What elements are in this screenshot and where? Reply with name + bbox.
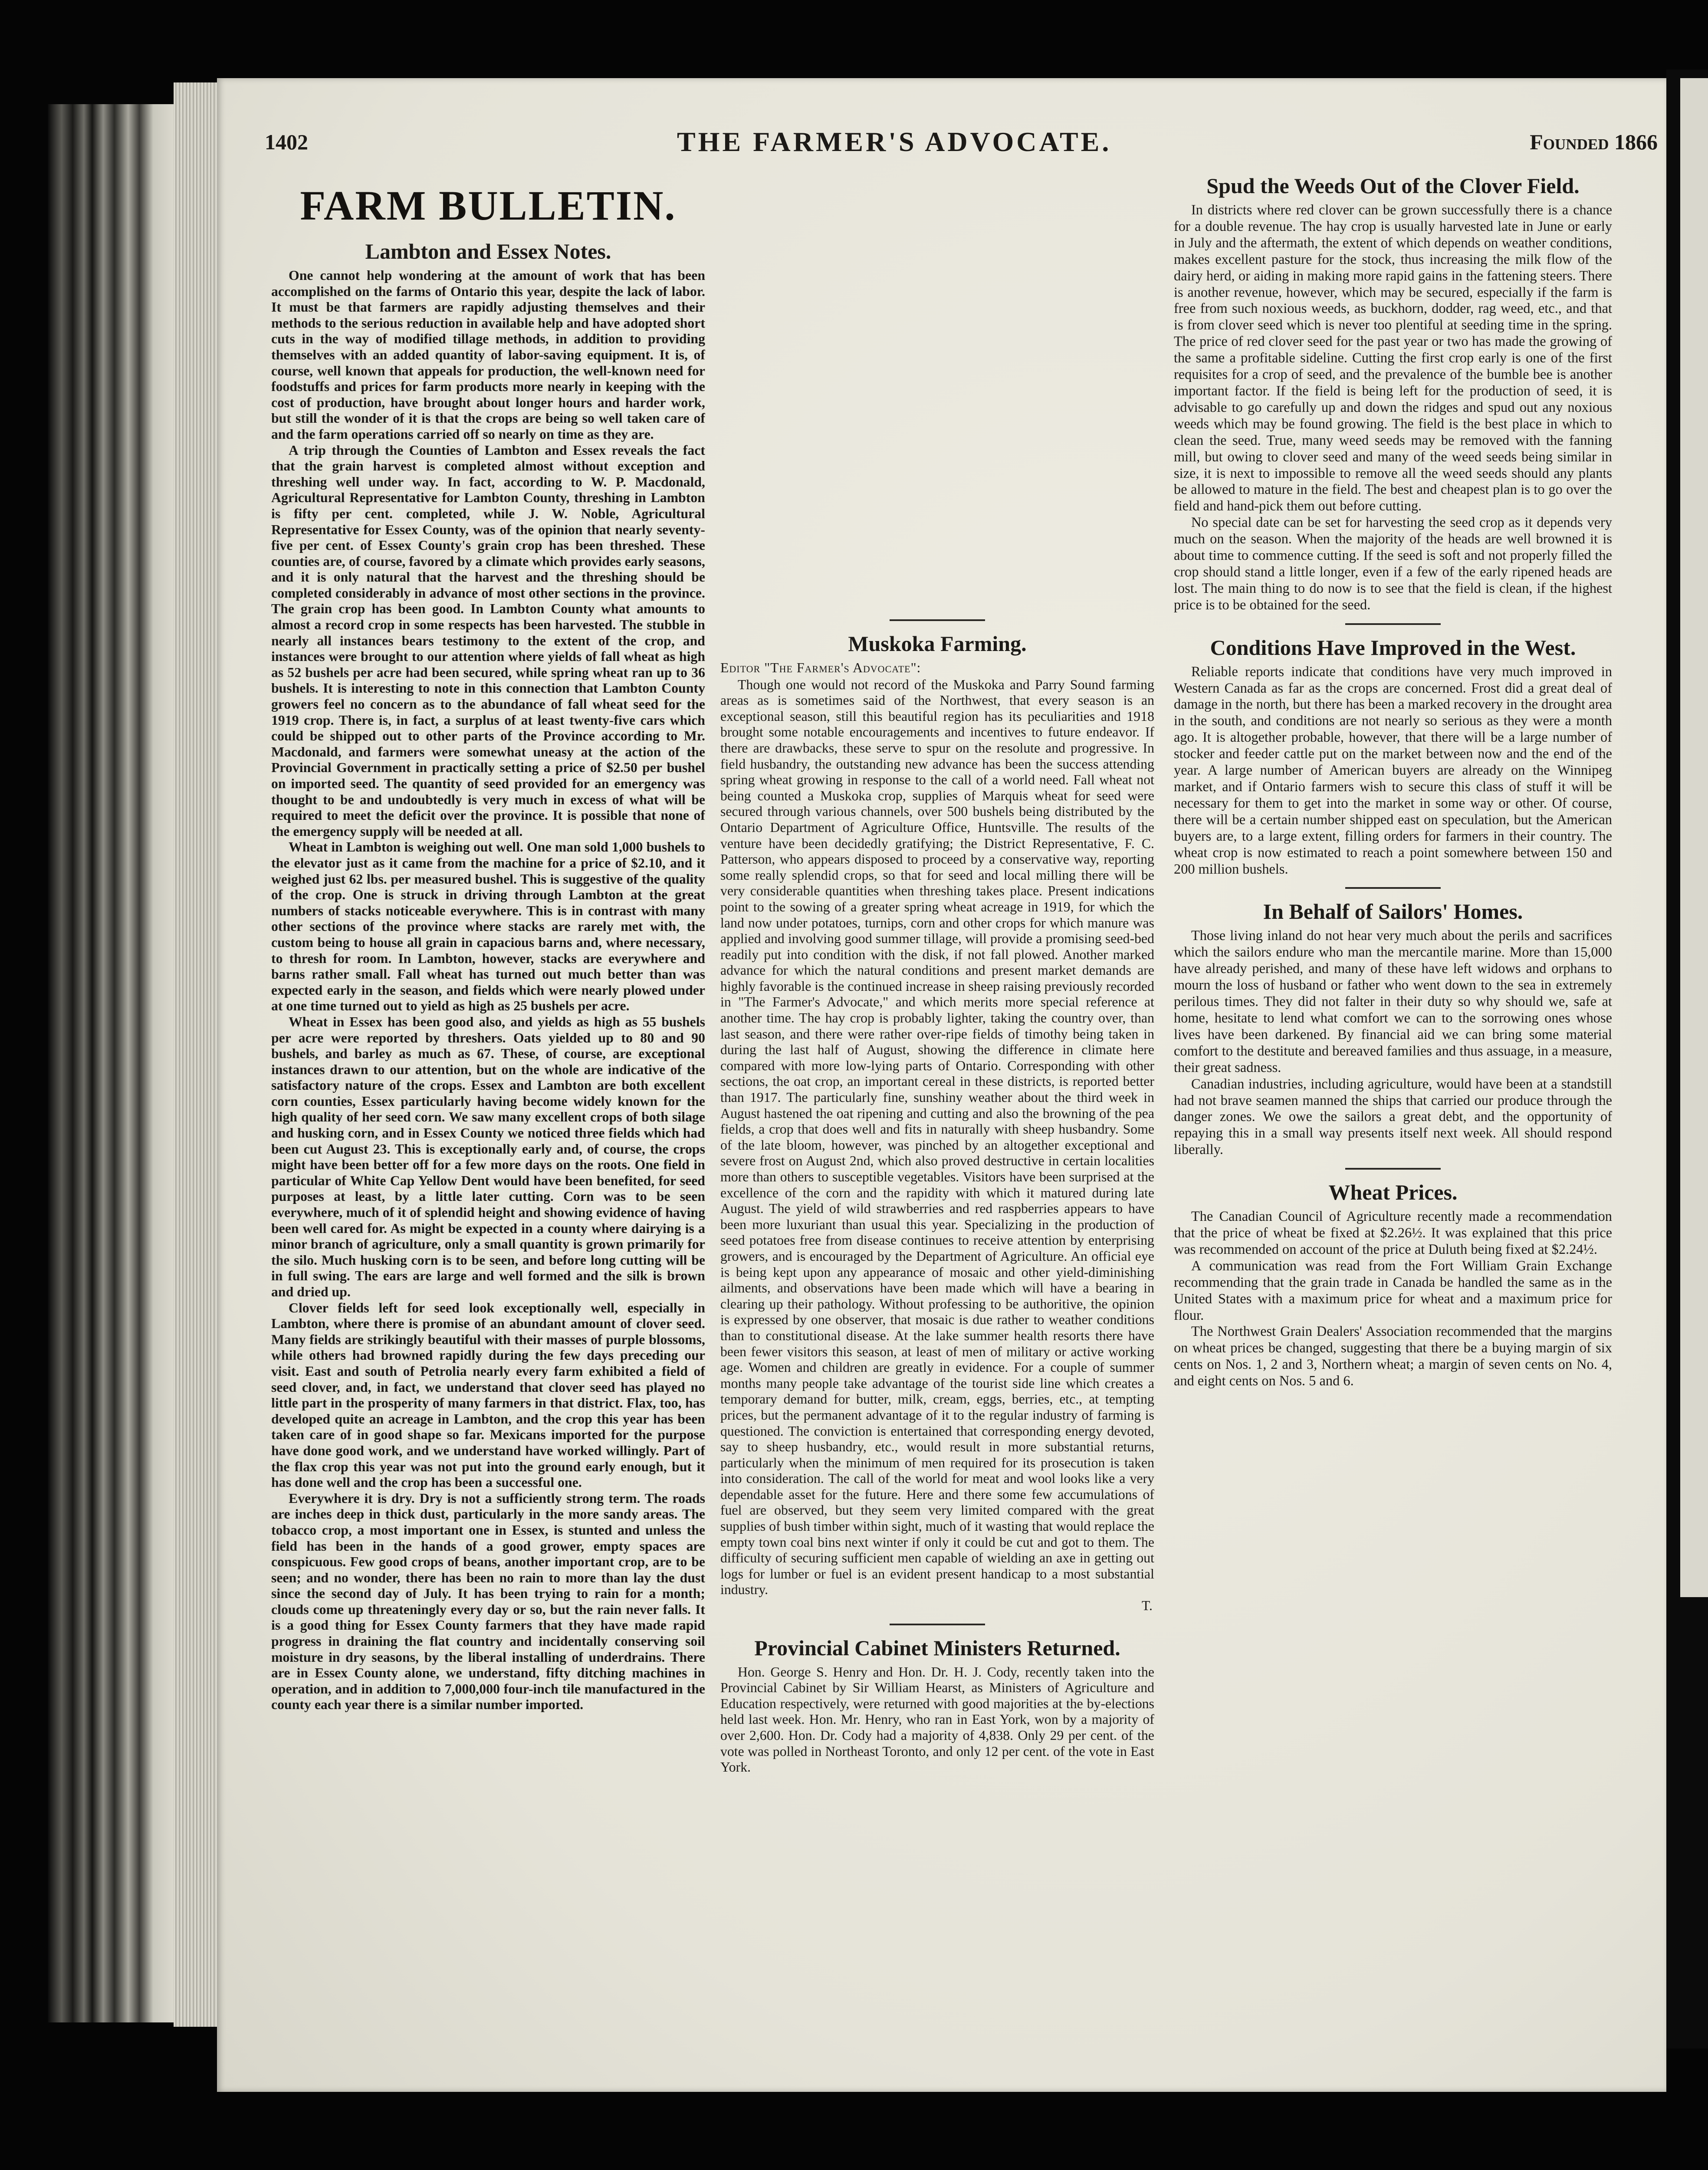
west-paragraph: Reliable reports indicate that conditions have very much improved in Western Canada as far as the crops are concerned. Frost did a great deal of damage in the north, but there has been a marked recovery in the drought area in the south, and conditions are not nearly so serious as they were a month ago. It is altogether probable, however, that there will be a large number of stocker and feeder cattle put on the market between now and the end of the year. A large number of American buyers are already on the Winnipeg market, and if Ontario farmers wish to secure this class of stuff it will be necessary for them to get into the market in some way or other. Of course, there will be a certain number shipped east on speculation, but the American buyers are, to a large extent, filling orders for farmers in their country. The wheat crop is now estimated to reach a point somewhere between 150 and 200 million bushels. [1174, 664, 1612, 877]
paper-name: THE FARMER'S ADVOCATE. [677, 126, 1112, 157]
muskoka-title: Muskoka Farming. [848, 631, 1027, 656]
wheat-title: Wheat Prices. [1328, 1180, 1458, 1205]
running-head [243, 126, 1662, 174]
wheat-paragraph: The Northwest Grain Dealers' Association recommended that the margins on wheat prices be changed, suggesting that there be a buying margin of six cents on Nos. 1, 2 and 3, Northern wheat; a margin of seven cents on No. 4, and eight cents on Nos. 5 and 6. [1174, 1324, 1612, 1389]
wheat-paragraph: The Canadian Council of Agriculture recently made a recommendation that the price of wheat be fixed at $2.26½. It was explained that this price was recommended on account of the price at Duluth being fixed at $2.24½. [1174, 1209, 1612, 1257]
spud-title: Spud the Weeds Out of the Clover Field. [1206, 174, 1580, 198]
spud-paragraph: In districts where red clover can be grown successfully there is a chance for a double revenue. The hay crop is usually harvested late in June or early in July and the aftermath, the extent of which depends on weather conditions, makes excellent pasture for the stock, thus increasing the milk flow of the dairy herd, or aiding in making more rapid gains in the fattening steers. There is another revenue, however, which may be secured, especially if the farm is free from such noxious weeds, as buckhorn, dodder, rag weed, etc., and that is from clover seed which is never too plentiful at seeding time in the spring. The price of red clover seed for the past year or two has made the growing of the same a profitable sideline. Cutting the first crop early is one of the first requisites for a crop of seed, and the prevalence of the bumble bee is another important factor. If the field is being left for the production of seed, it is advisable to go carefully up and down the ridges and spud out any noxious weeds which may be found growing. The field is the best place in which to clean the seed. True, many weed seeds may be removed with the fanning mill, but owing to clover seed and many of the weed seeds being similar in size, it is next to impossible to remove all the weed seeds should any plants be allowed to mature in the field. The best and cheapest plan is to go over the field and hand-pick them out before cutting. [1174, 202, 1612, 514]
column-2-continuation-space [720, 174, 1154, 610]
book-binding [48, 104, 187, 2022]
column-2 [720, 174, 1154, 2035]
separator-rule [890, 619, 985, 621]
west-title: Conditions Have Improved in the West. [1210, 635, 1576, 660]
page-number: 1402 [265, 130, 308, 154]
lambton-paragraph: Wheat in Essex has been good also, and yields as high as 55 bushels per acre were reported by threshers. Oats yielded up to 80 and 90 bushels, and barley as much as 67. These, of course, are exceptional instances drawn to our attention, but on the whole are indicative of the satisfactory nature of the crops. Essex and Lambton are both excellent corn counties, Essex particularly having become widely known for the high quality of her seed corn. We saw many excellent crops of both silage and husking corn, and in Essex County we noticed three fields which had been cut August 23. This is exceptionally early and, of course, the crops might have been better off for a few more days on the roots. One field in particular of White Cap Yellow Dent would have been benefited, for seed purposes at least, by a little later cutting. Corn was to be seen everywhere, much of it of splendid height and showing evidence of having been well cared for. As might be expected in a county where dairying is a minor branch of agriculture, only a small quantity is grown primarily for the silo. Much husking corn is to be seen, and before long cutting will be in full swing. The ears are large and well formed and the silk is brown and dried up. [271, 1014, 705, 1299]
separator-rule [1345, 623, 1441, 625]
spud-paragraph: No special date can be set for harvesting the seed crop as it depends very much on the season. When the majority of the heads are well browned it is about time to commence cutting. If the seed is soft and not properly filled the crop should stand a little longer, even if a few of the early ripened heads are lost. The main thing to do now is to see that the field is clean, if the highest price is to be obtained for the seed. [1174, 515, 1612, 613]
lambton-paragraph: Everywhere it is dry. Dry is not a sufficiently strong term. The roads are inches deep in thick dust, particularly in the more sandy areas. The tobacco crop, a most important one in Essex, is stunted and unless the field has been in the hands of a good grower, empty spaces are conspicuous. Few good crops of beans, another important crop, are to be seen; and no wonder, there has been no rain to more than lay the dust since the second day of July. It has been trying to rain for a month; clouds come up threateningly every day or so, but the rain never falls. It is a good thing for Essex County farmers that they have made rapid progress in draining the flat country and incidentally conserving soil moisture in dry seasons, by the liberal installing of underdrains. There are in Essex County alone, we understand, fifty ditching machines in operation, and in addition to 7,000,000 four-inch tile manufactured in the county each year there is a similar number imported. [271, 1490, 705, 1713]
lambton-paragraph: Clover fields left for seed look exceptionally well, especially in Lambton, where there is promise of an abundant amount of clover seed. Many fields are strikingly beautiful with their masses of purple blossoms, while others had browned rapidly during the few days preceding our visit. East and south of Petrolia nearly every farm exhibited a field of seed clover, and, in fact, we understand that clover seed has played no little part in the prosperity of many farmers in that district. Flax, too, has developed quite an acreage in Lambton, and the crop this year has been taken care of in good shape so far. Mexicans imported for the purpose have done good work, and we understand have worked willingly. Part of the flax crop this year was not put into the ground early enough, but it has done well and the crop has been a successful one. [271, 1300, 705, 1490]
separator-rule [1345, 887, 1441, 889]
column-3 [1174, 169, 1612, 2035]
separator-rule [1345, 1168, 1441, 1170]
muskoka-editor-line: Editor "The Farmer's Advocate": [720, 660, 921, 675]
cabinet-title: Provincial Cabinet Ministers Returned. [754, 1635, 1120, 1660]
muskoka-signature: T. [1141, 1598, 1153, 1614]
wheat-paragraph: A communication was read from the Fort William Grain Exchange recommending that the grain trade in Canada be handled the same as in the United States with a maximum price for wheat and a maximum price for flour. [1174, 1258, 1612, 1323]
next-page-sliver [1680, 78, 1708, 1597]
sailors-paragraph: Those living inland do not hear very much about the perils and sacrifices which the sailors endure who man the mercantile marine. More than 15,000 have already perished, and many of these have left widows and orphans to mourn the loss of husband or father who went down to the sea in extremely perilous times. They did not falter in their duty so why should we, safe at home, hesitate to lend what comfort we can to the sorrowing ones whose lives have been darkened. By financial aid we can bring some material comfort to the destitute and bereaved families and thus assuage, in a measure, their great sadness. [1174, 928, 1612, 1075]
founded-date: Founded 1866 [1530, 130, 1658, 154]
lambton-paragraph: One cannot help wondering at the amount of work that has been accomplished on the farms of Ontario this year, despite the lack of labor. It must be that farmers are rapidly adjusting themselves and their methods to the serious reduction in available help and have adopted short cuts in the way of modified tillage methods, in addition to providing themselves with an added quantity of labor-saving equipment. It is, of course, well known that appeals for production, the well-known need for foodstuffs and prices for farm products more nearly in keeping with the cost of production, have brought about longer hours and harder work, but still the wonder of it is that the crops are being so well taken care of and the farm operations carried off so nearly on time as they are. [271, 268, 705, 442]
column-1 [271, 174, 705, 2035]
lambton-title: Lambton and Essex Notes. [365, 239, 611, 263]
muskoka-paragraph: Though one would not record of the Muskoka and Parry Sound farming areas as is sometimes said of the Northwest, that every season is an exceptional season, still this beautiful region has its peculiarities and 1918 brought some notable encouragements and incentives to future endeavor. If there are drawbacks, these serve to spur on the resolute and progressive. In field husbandry, the outstanding new advance has been the success attending spring wheat growing in response to the call of a world need. Fall wheat not being counted a Muskoka crop, supplies of Marquis wheat for seed were secured through various channels, over 500 bushels being distributed by the Ontario Department of Agriculture Office, Huntsville. The results of the venture have been decidedly gratifying; the District Representative, F. C. Patterson, who appears disposed to proceed by a conservative way, reporting some really splendid crops, so that for seed and local milling there will be very considerable quantities when threshing takes place. Present indications point to the sowing of a greater spring wheat acreage in 1919, for which the land now under potatoes, turnips, corn and other crops for which manure was applied and involving good summer tillage, will provide a promising seed-bed readily put into condition with the disk, if not fall plowed. Another marked advance for which the natural conditions and present market demands are highly favorable is the continued increase in sheep raising previously recorded in "The Farmer's Advocate," and which merits more special reference at another time. The hay crop is probably lighter, taking the country over, than last season, and there were rather over-ripe fields of timothy being taken in during the last half of August, showing the difference in climate here compared with more low-lying parts of Ontario. Corresponding with other sections, the oat crop, an important cereal in these districts, is reported better than 1917. The particularly fine, sunshiny weather about the third week in August hastened the oat ripening and cutting and also the browning of the pea fields, a crop that does well and fits in naturally with sheep husbandry. Some of the late bloom, however, was pinched by an altogether exceptional and severe frost on August 2nd, which also proved destructive in certain localities more than others to susceptible vegetables. Visitors have been surprised at the excellence of the corn and the rapidity with which it matured during late August. The yield of wild strawberries and red raspberries appears to have been more luxuriant than usual this year. Specializing in the production of seed potatoes free from disease continues to receive attention by enterprising growers, and is encouraged by the Department of Agriculture. An official eye is being kept upon any appearance of mosaic and other yield-diminishing ailments, and observations have been made which will have a bearing in clearing up their pathology. Without professing to be authoritive, the opinion is expressed by one observer, that mosaic is due rather to weather conditions than to constitutional disease. At the lake summer health resorts there have been fewer visitors this season, at least of men of military or active working age. Women and children are greatly in evidence. For a couple of summer months many people take advantage of the tourist side line which creates a temporary demand for butter, milk, cream, eggs, berries, etc., at tempting prices, but the permanent advantage of it to the regular industry of farming is questioned. The conviction is entertained that corresponding energy devoted, say to sheep husbandry, etc., would result in more substantial returns, particularly when the minimum of men required for its prosecution is taken into consideration. The call of the world for meat and wool looks like a very dependable asset for the future. Here and there some few accumulations of fuel are observed, but they seem very limited compared with the great supplies of bush timber within sight, much of it wasting that would replace the empty town coal bins next winter if only it could be cut and got to them. The difficulty of securing sufficient men capable of wielding an axe in getting out logs for lumber or fuel is an evident present handicap to a most substantial industry. [720, 677, 1154, 1598]
lambton-paragraph: Wheat in Lambton is weighing out well. One man sold 1,000 bushels to the elevator just as it came from the machine for a price of $2.10, and it weighed just 62 lbs. per measured bushel. This is suggestive of the quality of the crop. One is struck in driving through Lambton at the great numbers of stacks noticeable everywhere. This is in contrast with many other sections of the province where stacks are rarely met with, the custom being to house all grain in capacious barns and, where necessary, to thresh for room. In Lambton, however, stacks are everywhere and barns rather small. Fall wheat has turned out much better than was expected early in the season, and fields which were nearly plowed under at one time turned out to yield as high as 25 bushels per acre. [271, 839, 705, 1014]
sailors-paragraph: Canadian industries, including agriculture, would have been at a standstill had not brave seamen manned the ships that carried our produce through the danger zones. We owe the sailors a great debt, and the opportunity of repaying this in a small way presents itself next week. All should respond liberally. [1174, 1076, 1612, 1158]
cabinet-paragraph: Hon. George S. Henry and Hon. Dr. H. J. Cody, recently taken into the Provincial Cabinet by Sir William Hearst, as Ministers of Agriculture and Education respectively, were returned with good majorities at the by-elections held last week. Hon. Mr. Henry, who ran in East York, won by a majority of over 2,600. Hon. Dr. Cody had a majority of 4,838. Only 29 per cent. of the vote was polled in Northeast Toronto, and only 12 per cent. of the vote in East York. [720, 1664, 1154, 1775]
bulletin-title: FARM BULLETIN. [300, 182, 677, 229]
separator-rule [890, 1624, 985, 1625]
sailors-title: In Behalf of Sailors' Homes. [1263, 899, 1523, 924]
lambton-paragraph: A trip through the Counties of Lambton and Essex reveals the fact that the grain harvest is completed almost without exception and threshing well under way. In fact, according to W. P. Macdonald, Agricultural Representative for Lambton County, threshing in Lambton is fifty per cent. completed, while J. W. Noble, Agricultural Representative for Essex County, was of the opinion that nearly seventy-five per cent. of Essex County's grain crop has been threshed. These counties are, of course, favored by a climate which provides early seasons, and it is only natural that the harvest and the threshing should be completed considerably in advance of most other sections in the province. The grain crop has been good. In Lambton County what amounts to almost a record crop in some respects has been harvested. The stubble in nearly all instances bears testimony to the extent of the crop, and instances were brought to our attention where yields of fall wheat as high as 52 bushels per acre had been secured, while spring wheat ran up to 36 bushels. It is interesting to note in this connection that Lambton County growers feel no concern as to the abundance of fall wheat seed for the 1919 crop. There is, in fact, a surplus of at least twenty-five cars which could be shipped out to other parts of the Province according to Mr. Macdonald, and farmers were somewhat uneasy at the action of the Provincial Government in practically setting a price of $2.50 per bushel on imported seed. The quantity of seed provided for an emergency was thought to be and undoubtedly is very much in excess of what will be required to meet the deficit over the province. It is possible that none of the emergency supply will be needed at all. [271, 442, 705, 839]
